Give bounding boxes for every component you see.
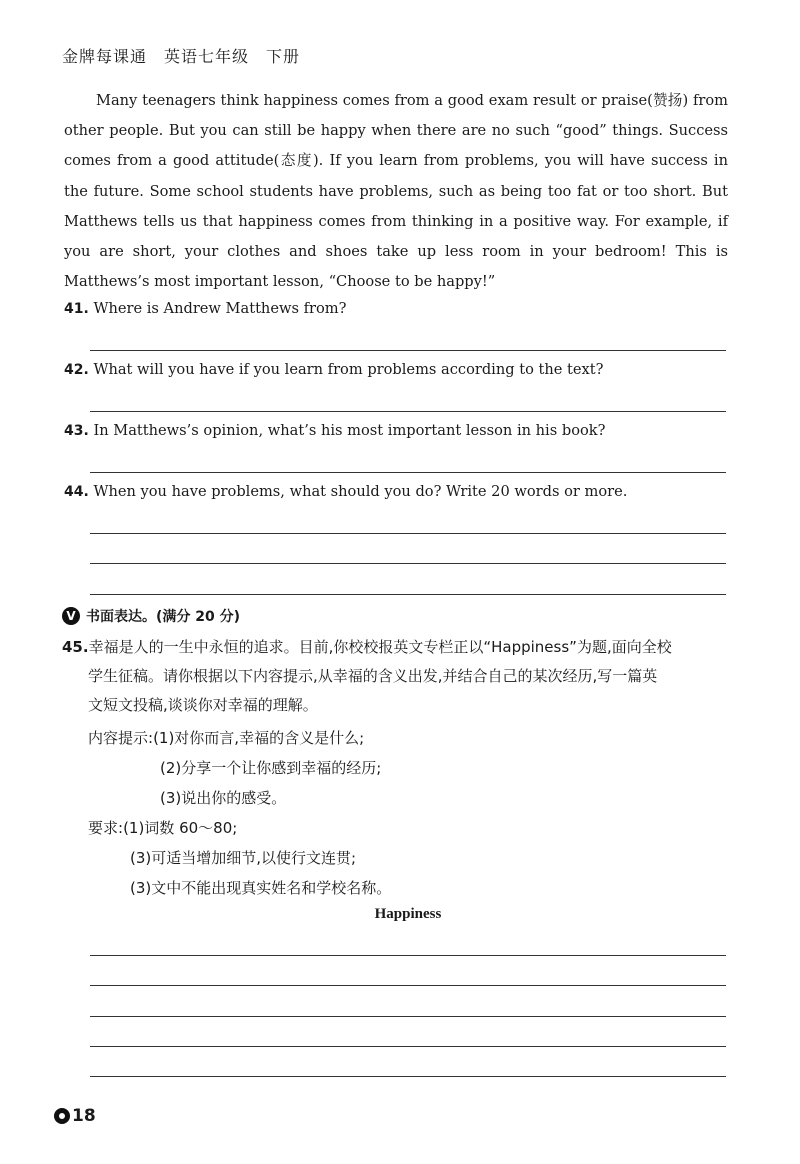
question-43 <box>64 422 605 439</box>
question-number: 43. <box>64 423 89 439</box>
writing-line[interactable] <box>90 1046 726 1047</box>
question-text: What will you have if you learn from problems according to the text? <box>93 361 604 378</box>
page-number <box>54 1106 96 1126</box>
requirement-1: (1)词数 60～80; <box>123 819 238 837</box>
question-44 <box>64 483 627 500</box>
task-text: 幸福是人的一生中永恒的追求。目前,你校校报英文专栏正以“Happiness”为题,面向全校 <box>88 638 672 656</box>
question-text: In Matthews’s opinion, what’s his most important lesson in his book? <box>93 422 606 439</box>
task-line-1 <box>62 636 672 657</box>
hint-3: (3)说出你的感受。 <box>160 789 287 807</box>
question-42 <box>64 361 603 378</box>
hints-line-1 <box>88 727 364 748</box>
answer-line[interactable] <box>90 533 726 534</box>
answer-line[interactable] <box>90 472 726 473</box>
passage-paragraph: Many teenagers think happiness comes from a good exam result or praise(赞扬) from other people. But you can still be happy when there are no such “good” things. Success comes from a good attitude(态度). If you learn from problems, you will have success in the future. Some school students have problems, such as being too fat or too short. But Matthews tells us that happiness comes from thinking in a positive way. For example, if you are short, your clothes and shoes take up less room in your bedroom! This is Matthews’s most important lesson, “Choose to be happy!” <box>64 92 728 291</box>
task-line-2: 学生征稿。请你根据以下内容提示,从幸福的含义出发,并结合自己的某次经历,写一篇英 <box>88 667 658 685</box>
writing-line[interactable] <box>90 955 726 956</box>
section-title: 书面表达。(满分 20 分) <box>86 609 241 625</box>
page-number-text: 18 <box>72 1106 96 1126</box>
hint-2: (2)分享一个让你感到幸福的经历; <box>160 759 382 777</box>
question-text: When you have problems, what should you do? Write 20 words or more. <box>93 483 628 500</box>
requirements-line-1 <box>88 817 237 838</box>
requirements-label: 要求: <box>88 819 124 837</box>
question-number: 42. <box>64 362 89 378</box>
gear-icon <box>54 1108 70 1124</box>
task-number: 45. <box>62 638 89 656</box>
task-line-3: 文短文投稿,谈谈你对幸福的理解。 <box>88 696 318 714</box>
question-number: 41. <box>64 301 89 317</box>
writing-line[interactable] <box>90 1016 726 1017</box>
writing-line[interactable] <box>90 985 726 986</box>
hints-label: 内容提示: <box>88 729 154 747</box>
question-41 <box>64 300 346 317</box>
requirement-3: (3)文中不能出现真实姓名和学校名称。 <box>130 879 392 897</box>
question-text: Where is Andrew Matthews from? <box>93 300 347 317</box>
section-badge-icon: V <box>62 607 80 625</box>
writing-line[interactable] <box>90 1076 726 1077</box>
requirement-2: (3)可适当增加细节,以使行文连贯; <box>130 849 357 867</box>
answer-line[interactable] <box>90 350 726 351</box>
answer-line[interactable] <box>90 411 726 412</box>
page-header: 金牌每课通 英语七年级 下册 <box>62 47 301 66</box>
hint-1: (1)对你而言,幸福的含义是什么; <box>153 729 365 747</box>
section-heading <box>62 606 240 626</box>
reading-passage <box>64 86 728 297</box>
answer-line[interactable] <box>90 594 726 595</box>
answer-line[interactable] <box>90 563 726 564</box>
essay-title: Happiness <box>374 906 442 922</box>
question-number: 44. <box>64 484 89 500</box>
